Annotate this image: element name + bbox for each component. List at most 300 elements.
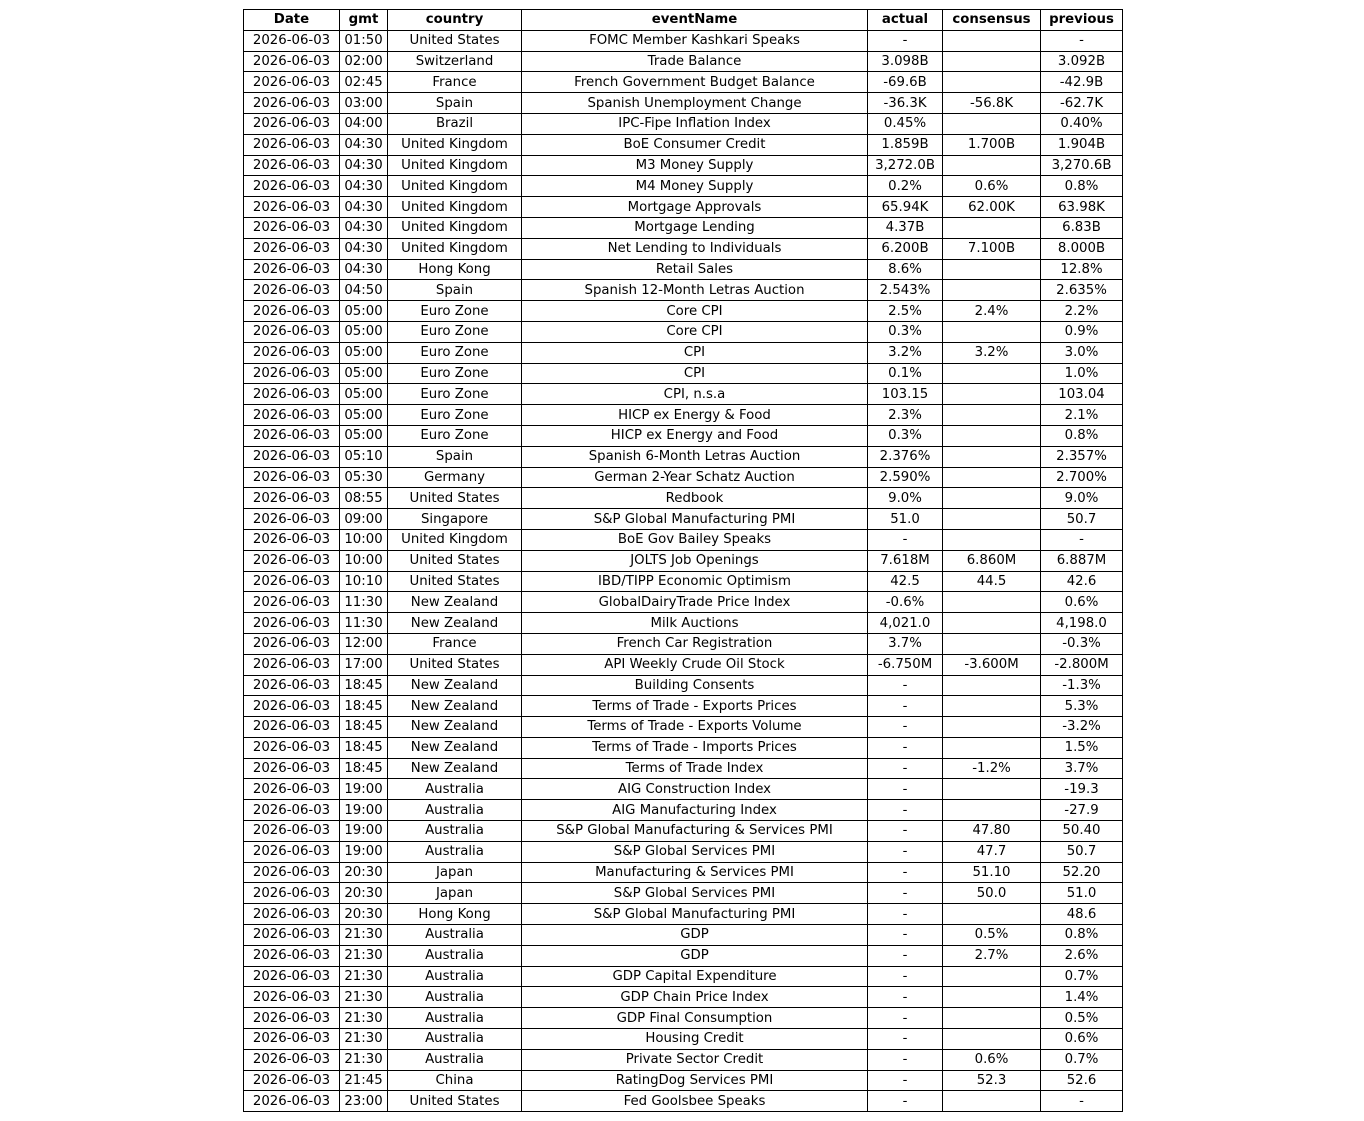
consensus-cell: 7.100B	[943, 238, 1041, 259]
table-row	[244, 696, 1123, 717]
actual-cell: -	[868, 862, 943, 883]
date-cell: 2026-06-03	[244, 509, 340, 530]
gmt-cell: 04:30	[340, 176, 388, 197]
gmt-cell: 19:00	[340, 779, 388, 800]
previous-cell: 3.7%	[1041, 758, 1123, 779]
consensus-cell	[943, 633, 1041, 654]
gmt-cell: 20:30	[340, 904, 388, 925]
event-name-cell: Core CPI	[522, 321, 868, 342]
actual-cell: -	[868, 925, 943, 946]
gmt-cell: 04:00	[340, 113, 388, 134]
gmt-cell: 21:30	[340, 1049, 388, 1070]
consensus-cell	[943, 446, 1041, 467]
consensus-cell	[943, 675, 1041, 696]
country-cell: China	[388, 1070, 522, 1091]
event-name-cell: BoE Gov Bailey Speaks	[522, 529, 868, 550]
event-name-cell: S&P Global Manufacturing PMI	[522, 509, 868, 530]
gmt-cell: 21:30	[340, 945, 388, 966]
previous-cell: 3.0%	[1041, 342, 1123, 363]
date-cell: 2026-06-03	[244, 51, 340, 72]
country-cell: United States	[388, 30, 522, 51]
table-row	[244, 1070, 1123, 1091]
consensus-cell	[943, 966, 1041, 987]
economic-calendar-table	[243, 9, 1123, 1112]
country-cell: United Kingdom	[388, 197, 522, 218]
gmt-cell: 11:30	[340, 613, 388, 634]
actual-cell: 0.3%	[868, 425, 943, 446]
previous-cell: -	[1041, 1091, 1123, 1112]
gmt-cell: 11:30	[340, 592, 388, 613]
date-cell: 2026-06-03	[244, 717, 340, 738]
previous-cell: 103.04	[1041, 384, 1123, 405]
gmt-cell: 21:30	[340, 987, 388, 1008]
gmt-cell: 19:00	[340, 821, 388, 842]
previous-cell: 50.40	[1041, 821, 1123, 842]
consensus-cell	[943, 467, 1041, 488]
actual-cell: 1.859B	[868, 134, 943, 155]
table-row	[244, 1091, 1123, 1112]
country-cell: New Zealand	[388, 696, 522, 717]
previous-cell: 6.83B	[1041, 217, 1123, 238]
date-cell: 2026-06-03	[244, 1008, 340, 1029]
gmt-cell: 18:45	[340, 717, 388, 738]
event-name-cell: French Car Registration	[522, 633, 868, 654]
country-cell: United States	[388, 571, 522, 592]
actual-cell: -	[868, 1070, 943, 1091]
table-row	[244, 592, 1123, 613]
consensus-cell: 1.700B	[943, 134, 1041, 155]
previous-cell: -1.3%	[1041, 675, 1123, 696]
table-row	[244, 1029, 1123, 1050]
event-name-cell: S&P Global Services PMI	[522, 841, 868, 862]
consensus-cell: 0.6%	[943, 1049, 1041, 1070]
table-row	[244, 488, 1123, 509]
previous-cell: 2.635%	[1041, 280, 1123, 301]
event-name-cell: Milk Auctions	[522, 613, 868, 634]
gmt-cell: 04:30	[340, 217, 388, 238]
date-cell: 2026-06-03	[244, 155, 340, 176]
consensus-cell: -56.8K	[943, 93, 1041, 114]
actual-cell: 7.618M	[868, 550, 943, 571]
actual-cell: -0.6%	[868, 592, 943, 613]
previous-cell: -27.9	[1041, 800, 1123, 821]
event-name-cell: JOLTS Job Openings	[522, 550, 868, 571]
actual-cell: -69.6B	[868, 72, 943, 93]
actual-cell: -	[868, 904, 943, 925]
event-name-cell: Trade Balance	[522, 51, 868, 72]
consensus-cell	[943, 1008, 1041, 1029]
table-row	[244, 821, 1123, 842]
gmt-cell: 05:30	[340, 467, 388, 488]
actual-cell: 2.543%	[868, 280, 943, 301]
previous-cell: -3.2%	[1041, 717, 1123, 738]
gmt-cell: 05:00	[340, 384, 388, 405]
gmt-cell: 18:45	[340, 675, 388, 696]
actual-cell: 8.6%	[868, 259, 943, 280]
date-cell: 2026-06-03	[244, 238, 340, 259]
gmt-cell: 17:00	[340, 654, 388, 675]
actual-cell: -36.3K	[868, 93, 943, 114]
consensus-cell	[943, 717, 1041, 738]
actual-cell: 2.3%	[868, 405, 943, 426]
header-row	[244, 10, 1123, 31]
table-row	[244, 509, 1123, 530]
country-cell: United States	[388, 550, 522, 571]
country-cell: United Kingdom	[388, 155, 522, 176]
table-row	[244, 883, 1123, 904]
gmt-cell: 03:00	[340, 93, 388, 114]
table-row	[244, 217, 1123, 238]
table-row	[244, 93, 1123, 114]
consensus-cell	[943, 259, 1041, 280]
event-name-cell: Spanish Unemployment Change	[522, 93, 868, 114]
consensus-cell	[943, 737, 1041, 758]
previous-cell: 1.0%	[1041, 363, 1123, 384]
date-cell: 2026-06-03	[244, 675, 340, 696]
actual-cell: 0.45%	[868, 113, 943, 134]
gmt-cell: 10:10	[340, 571, 388, 592]
country-cell: Australia	[388, 1029, 522, 1050]
table-row	[244, 405, 1123, 426]
previous-cell: 8.000B	[1041, 238, 1123, 259]
table-body	[244, 30, 1123, 1111]
event-name-cell: GDP	[522, 925, 868, 946]
event-name-cell: IBD/TIPP Economic Optimism	[522, 571, 868, 592]
date-cell: 2026-06-03	[244, 613, 340, 634]
date-cell: 2026-06-03	[244, 841, 340, 862]
date-cell: 2026-06-03	[244, 925, 340, 946]
actual-cell: 51.0	[868, 509, 943, 530]
table-row	[244, 1008, 1123, 1029]
previous-cell: 0.8%	[1041, 925, 1123, 946]
country-cell: United Kingdom	[388, 134, 522, 155]
consensus-cell: -3.600M	[943, 654, 1041, 675]
table-row	[244, 155, 1123, 176]
gmt-cell: 21:30	[340, 966, 388, 987]
previous-cell: 2.2%	[1041, 301, 1123, 322]
date-cell: 2026-06-03	[244, 779, 340, 800]
previous-cell: 0.7%	[1041, 1049, 1123, 1070]
date-cell: 2026-06-03	[244, 862, 340, 883]
country-cell: France	[388, 633, 522, 654]
event-name-cell: Redbook	[522, 488, 868, 509]
column-header-gmt: gmt	[340, 10, 388, 31]
country-cell: United Kingdom	[388, 176, 522, 197]
event-name-cell: AIG Manufacturing Index	[522, 800, 868, 821]
previous-cell: -62.7K	[1041, 93, 1123, 114]
date-cell: 2026-06-03	[244, 405, 340, 426]
previous-cell: -2.800M	[1041, 654, 1123, 675]
table-row	[244, 633, 1123, 654]
consensus-cell	[943, 113, 1041, 134]
table-row	[244, 134, 1123, 155]
calendar-table-container	[243, 9, 1123, 1112]
event-name-cell: Spanish 12-Month Letras Auction	[522, 280, 868, 301]
consensus-cell: 2.4%	[943, 301, 1041, 322]
gmt-cell: 09:00	[340, 509, 388, 530]
country-cell: New Zealand	[388, 592, 522, 613]
date-cell: 2026-06-03	[244, 113, 340, 134]
previous-cell: -0.3%	[1041, 633, 1123, 654]
event-name-cell: GDP	[522, 945, 868, 966]
date-cell: 2026-06-03	[244, 197, 340, 218]
gmt-cell: 21:30	[340, 1008, 388, 1029]
event-name-cell: Net Lending to Individuals	[522, 238, 868, 259]
consensus-cell: 44.5	[943, 571, 1041, 592]
previous-cell: 9.0%	[1041, 488, 1123, 509]
actual-cell: -	[868, 30, 943, 51]
table-row	[244, 384, 1123, 405]
previous-cell: 1.5%	[1041, 737, 1123, 758]
consensus-cell: 62.00K	[943, 197, 1041, 218]
actual-cell: -	[868, 800, 943, 821]
gmt-cell: 02:45	[340, 72, 388, 93]
event-name-cell: FOMC Member Kashkari Speaks	[522, 30, 868, 51]
actual-cell: -	[868, 945, 943, 966]
event-name-cell: S&P Global Services PMI	[522, 883, 868, 904]
table-row	[244, 238, 1123, 259]
previous-cell: 0.6%	[1041, 1029, 1123, 1050]
table-row	[244, 613, 1123, 634]
country-cell: New Zealand	[388, 613, 522, 634]
consensus-cell	[943, 800, 1041, 821]
event-name-cell: Building Consents	[522, 675, 868, 696]
country-cell: Germany	[388, 467, 522, 488]
event-name-cell: French Government Budget Balance	[522, 72, 868, 93]
country-cell: Euro Zone	[388, 425, 522, 446]
country-cell: Spain	[388, 93, 522, 114]
previous-cell: 42.6	[1041, 571, 1123, 592]
table-row	[244, 925, 1123, 946]
actual-cell: 0.3%	[868, 321, 943, 342]
country-cell: New Zealand	[388, 717, 522, 738]
table-row	[244, 966, 1123, 987]
date-cell: 2026-06-03	[244, 363, 340, 384]
consensus-cell	[943, 904, 1041, 925]
table-row	[244, 363, 1123, 384]
actual-cell: -	[868, 696, 943, 717]
date-cell: 2026-06-03	[244, 425, 340, 446]
consensus-cell	[943, 509, 1041, 530]
previous-cell: 52.6	[1041, 1070, 1123, 1091]
gmt-cell: 05:10	[340, 446, 388, 467]
consensus-cell	[943, 613, 1041, 634]
actual-cell: 103.15	[868, 384, 943, 405]
country-cell: Australia	[388, 945, 522, 966]
actual-cell: 9.0%	[868, 488, 943, 509]
previous-cell: 5.3%	[1041, 696, 1123, 717]
event-name-cell: IPC-Fipe Inflation Index	[522, 113, 868, 134]
actual-cell: 3,272.0B	[868, 155, 943, 176]
previous-cell: 51.0	[1041, 883, 1123, 904]
previous-cell: 48.6	[1041, 904, 1123, 925]
previous-cell: 63.98K	[1041, 197, 1123, 218]
country-cell: United States	[388, 1091, 522, 1112]
country-cell: United Kingdom	[388, 238, 522, 259]
previous-cell: 1.4%	[1041, 987, 1123, 1008]
country-cell: Euro Zone	[388, 405, 522, 426]
actual-cell: 0.2%	[868, 176, 943, 197]
column-header-consensus: consensus	[943, 10, 1041, 31]
column-header-actual: actual	[868, 10, 943, 31]
date-cell: 2026-06-03	[244, 966, 340, 987]
event-name-cell: Housing Credit	[522, 1029, 868, 1050]
country-cell: Australia	[388, 925, 522, 946]
country-cell: Euro Zone	[388, 363, 522, 384]
event-name-cell: BoE Consumer Credit	[522, 134, 868, 155]
date-cell: 2026-06-03	[244, 384, 340, 405]
event-name-cell: Manufacturing & Services PMI	[522, 862, 868, 883]
consensus-cell: 52.3	[943, 1070, 1041, 1091]
consensus-cell: 2.7%	[943, 945, 1041, 966]
date-cell: 2026-06-03	[244, 529, 340, 550]
consensus-cell	[943, 363, 1041, 384]
table-row	[244, 987, 1123, 1008]
gmt-cell: 19:00	[340, 800, 388, 821]
actual-cell: -	[868, 841, 943, 862]
country-cell: United Kingdom	[388, 529, 522, 550]
date-cell: 2026-06-03	[244, 904, 340, 925]
consensus-cell	[943, 405, 1041, 426]
country-cell: Australia	[388, 821, 522, 842]
column-header-previous: previous	[1041, 10, 1123, 31]
previous-cell: -	[1041, 30, 1123, 51]
gmt-cell: 19:00	[340, 841, 388, 862]
consensus-cell	[943, 280, 1041, 301]
actual-cell: 3.7%	[868, 633, 943, 654]
gmt-cell: 04:30	[340, 238, 388, 259]
gmt-cell: 01:50	[340, 30, 388, 51]
previous-cell: 0.6%	[1041, 592, 1123, 613]
date-cell: 2026-06-03	[244, 883, 340, 904]
date-cell: 2026-06-03	[244, 301, 340, 322]
actual-cell: -	[868, 758, 943, 779]
event-name-cell: API Weekly Crude Oil Stock	[522, 654, 868, 675]
date-cell: 2026-06-03	[244, 488, 340, 509]
consensus-cell	[943, 696, 1041, 717]
country-cell: New Zealand	[388, 737, 522, 758]
country-cell: Euro Zone	[388, 342, 522, 363]
date-cell: 2026-06-03	[244, 821, 340, 842]
country-cell: New Zealand	[388, 675, 522, 696]
event-name-cell: GDP Chain Price Index	[522, 987, 868, 1008]
table-row	[244, 945, 1123, 966]
consensus-cell: 0.6%	[943, 176, 1041, 197]
event-name-cell: GDP Final Consumption	[522, 1008, 868, 1029]
actual-cell: 4.37B	[868, 217, 943, 238]
country-cell: Euro Zone	[388, 321, 522, 342]
gmt-cell: 21:30	[340, 1029, 388, 1050]
event-name-cell: GlobalDairyTrade Price Index	[522, 592, 868, 613]
gmt-cell: 18:45	[340, 737, 388, 758]
event-name-cell: M3 Money Supply	[522, 155, 868, 176]
date-cell: 2026-06-03	[244, 987, 340, 1008]
consensus-cell	[943, 529, 1041, 550]
event-name-cell: Spanish 6-Month Letras Auction	[522, 446, 868, 467]
previous-cell: 50.7	[1041, 509, 1123, 530]
date-cell: 2026-06-03	[244, 93, 340, 114]
previous-cell: 2.700%	[1041, 467, 1123, 488]
table-row	[244, 176, 1123, 197]
actual-cell: 3.2%	[868, 342, 943, 363]
gmt-cell: 05:00	[340, 425, 388, 446]
gmt-cell: 04:50	[340, 280, 388, 301]
consensus-cell: 51.10	[943, 862, 1041, 883]
table-row	[244, 72, 1123, 93]
event-name-cell: Core CPI	[522, 301, 868, 322]
actual-cell: -	[868, 675, 943, 696]
gmt-cell: 08:55	[340, 488, 388, 509]
table-row	[244, 197, 1123, 218]
consensus-cell	[943, 488, 1041, 509]
event-name-cell: M4 Money Supply	[522, 176, 868, 197]
date-cell: 2026-06-03	[244, 321, 340, 342]
date-cell: 2026-06-03	[244, 176, 340, 197]
table-row	[244, 800, 1123, 821]
previous-cell: 2.1%	[1041, 405, 1123, 426]
table-row	[244, 259, 1123, 280]
country-cell: Japan	[388, 862, 522, 883]
previous-cell: 52.20	[1041, 862, 1123, 883]
country-cell: Australia	[388, 779, 522, 800]
event-name-cell: German 2-Year Schatz Auction	[522, 467, 868, 488]
consensus-cell	[943, 51, 1041, 72]
actual-cell: -	[868, 821, 943, 842]
consensus-cell	[943, 779, 1041, 800]
gmt-cell: 05:00	[340, 301, 388, 322]
date-cell: 2026-06-03	[244, 550, 340, 571]
date-cell: 2026-06-03	[244, 30, 340, 51]
date-cell: 2026-06-03	[244, 1049, 340, 1070]
table-row	[244, 446, 1123, 467]
table-row	[244, 737, 1123, 758]
consensus-cell	[943, 72, 1041, 93]
gmt-cell: 05:00	[340, 321, 388, 342]
consensus-cell	[943, 30, 1041, 51]
previous-cell: 0.8%	[1041, 425, 1123, 446]
event-name-cell: AIG Construction Index	[522, 779, 868, 800]
date-cell: 2026-06-03	[244, 945, 340, 966]
event-name-cell: Mortgage Approvals	[522, 197, 868, 218]
event-name-cell: CPI	[522, 342, 868, 363]
country-cell: Spain	[388, 280, 522, 301]
gmt-cell: 05:00	[340, 405, 388, 426]
date-cell: 2026-06-03	[244, 633, 340, 654]
actual-cell: -	[868, 529, 943, 550]
consensus-cell: 6.860M	[943, 550, 1041, 571]
previous-cell: 2.6%	[1041, 945, 1123, 966]
actual-cell: -	[868, 717, 943, 738]
table-row	[244, 301, 1123, 322]
date-cell: 2026-06-03	[244, 654, 340, 675]
previous-cell: 4,198.0	[1041, 613, 1123, 634]
actual-cell: -	[868, 1091, 943, 1112]
previous-cell: 1.904B	[1041, 134, 1123, 155]
date-cell: 2026-06-03	[244, 1029, 340, 1050]
gmt-cell: 20:30	[340, 883, 388, 904]
gmt-cell: 12:00	[340, 633, 388, 654]
event-name-cell: Terms of Trade - Exports Prices	[522, 696, 868, 717]
table-row	[244, 30, 1123, 51]
previous-cell: -19.3	[1041, 779, 1123, 800]
country-cell: Australia	[388, 966, 522, 987]
gmt-cell: 10:00	[340, 529, 388, 550]
date-cell: 2026-06-03	[244, 1070, 340, 1091]
consensus-cell	[943, 1029, 1041, 1050]
previous-cell: 6.887M	[1041, 550, 1123, 571]
event-name-cell: Terms of Trade - Exports Volume	[522, 717, 868, 738]
table-row	[244, 467, 1123, 488]
